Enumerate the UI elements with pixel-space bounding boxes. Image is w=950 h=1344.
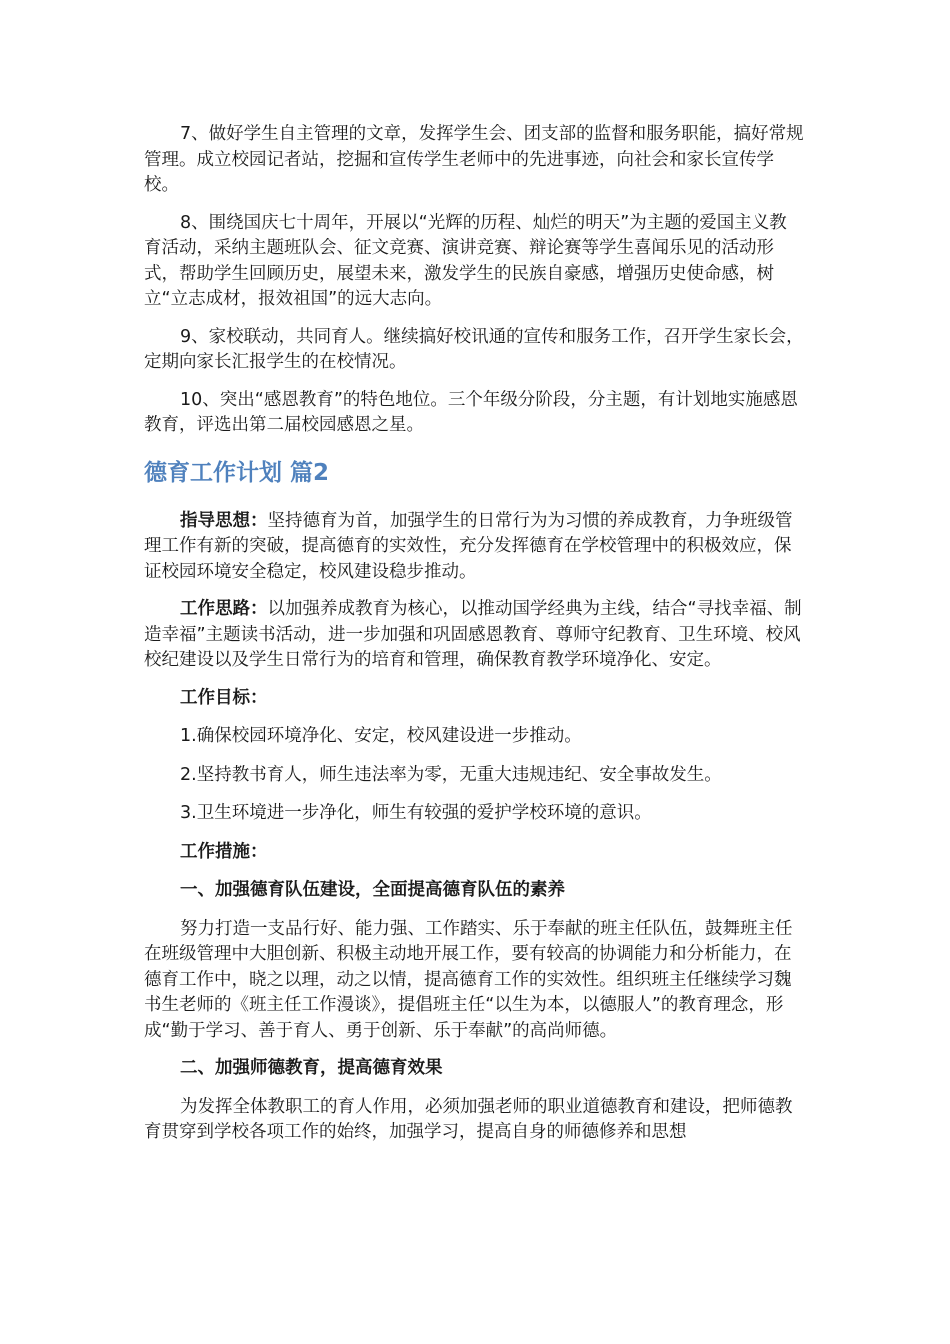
- measure-1-heading: 一、加强德育队伍建设，全面提高德育队伍的素养: [180, 880, 565, 900]
- measure-2-paragraph: 为发挥全体教职工的育人作用，必须加强老师的职业道德教育和建设，把师德教育贯穿到学校各项工作的始终，加强学习，提高自身的师德修养和思想: [144, 1096, 793, 1142]
- measure-2-heading: 二、加强师德教育，提高德育效果: [180, 1058, 443, 1078]
- guiding-thought-label: 指导思想：: [180, 510, 268, 531]
- measure-1-paragraph: 努力打造一支品行好、能力强、工作踏实、乐于奉献的班主任队伍，鼓舞班主任在班级管理中大胆创新、积极主动地开展工作，要有较高的协调能力和分析能力，在德育工作中，晓之以理，动之以情，提高德育工作的实效性。组织班主任继续学习魏书生老师的《班主任工作漫谈》，提倡班主任“以生为本，以德服人”的教育理念，形成“勤于学习、善于育人、勇于创新、乐于奉献”的高尚师德。: [144, 918, 793, 1041]
- goal-item-3: 3.卫生环境进一步净化，师生有较强的爱护学校环境的意识。: [180, 803, 652, 823]
- document-page: [144, 122, 804, 1146]
- section-title: 德育工作计划 篇2: [144, 459, 330, 486]
- work-approach-label: 工作思路：: [180, 599, 268, 619]
- goal-item-1: 1.确保校园环境净化、安定，校风建设进一步推动。: [180, 726, 582, 746]
- plan-item-8: 8、围绕国庆七十周年，开展以“光辉的历程、灿烂的明天”为主题的爱国主义教育活动，采纳主题班队会、征文竞赛、演讲竞赛、辩论赛等学生喜闻乐见的活动形式，帮助学生回顾历史，展望未来，激发学生的民族自豪感，增强历史使命感，树立“立志成材，报效祖国”的远大志向。: [144, 212, 787, 309]
- guiding-thought-paragraph: [144, 509, 804, 586]
- plan-item-10: 10、突出“感恩教育”的特色地位。三个年级分阶段，分主题，有计划地实施感恩教育，评选出第二届校园感恩之星。: [144, 389, 798, 435]
- work-measures-heading: 工作措施：: [180, 841, 268, 862]
- goal-item-2: 2.坚持教书育人，师生违法率为零，无重大违规违纪、安全事故发生。: [180, 764, 722, 785]
- plan-item-7: 7、做好学生自主管理的文章，发挥学生会、团支部的监督和服务职能，搞好常规管理。成立校园记者站，挖掘和宣传学生老师中的先进事迹，向社会和家长宣传学校。: [144, 124, 804, 195]
- plan-item-9: 9、家校联动，共同育人。继续搞好校讯通的宣传和服务工作，召开学生家长会，定期向家长汇报学生的在校情况。: [144, 326, 804, 372]
- guiding-thought-text: 坚持德育为首，加强学生的日常行为为习惯的养成教育，力争班级管理工作有新的突破，提高德育的实效性，充分发挥德育在学校管理中的积极效应，保证校园环境安全稳定，校风建设稳步推动。: [144, 510, 793, 582]
- work-approach-paragraph: [144, 597, 804, 674]
- work-goals-heading: 工作目标：: [180, 687, 268, 708]
- work-approach-text: 以加强养成教育为核心，以推动国学经典为主线，结合“寻找幸福、制造幸福”主题读书活动，进一步加强和巩固感恩教育、尊师守纪教育、卫生环境、校风校纪建设以及学生日常行为的培育和管理，确保教育教学环境净化、安定。: [144, 599, 802, 670]
